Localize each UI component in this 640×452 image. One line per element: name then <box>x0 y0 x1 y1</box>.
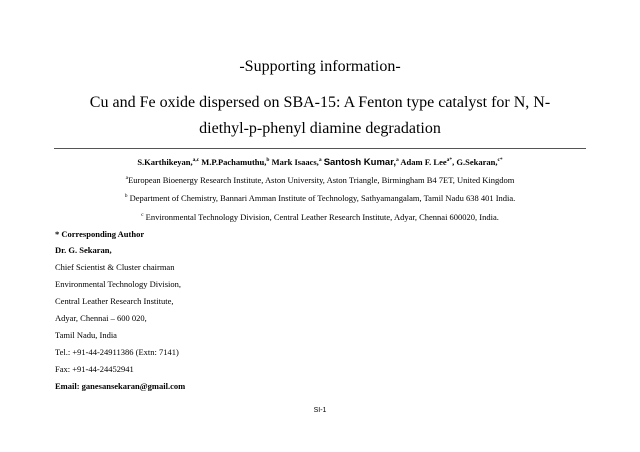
email-line: Email: ganesansekaran@gmail.com <box>55 381 186 391</box>
author-list <box>0 157 640 168</box>
contact-line: Adyar, Chennai – 600 020, <box>55 313 147 323</box>
contact-line: Environmental Technology Division, <box>55 279 182 289</box>
phone-line: Tel.: +91-44-24911386 (Extn: 7141) <box>55 347 179 357</box>
affiliation-mark: c <box>141 212 144 218</box>
affiliation-a <box>0 175 640 185</box>
corresponding-author-name: Dr. G. Sekaran, <box>55 245 112 255</box>
author-affiliation-mark: c* <box>497 157 503 163</box>
paper-title-line-1: Cu and Fe oxide dispersed on SBA-15: A Fenton type catalyst for N, N- <box>89 94 551 111</box>
author: M.P.Pachamuthu, <box>201 157 267 167</box>
author-affiliation-mark: a,c <box>192 157 200 163</box>
author: G.Sekaran, <box>456 157 498 167</box>
affiliation-text: Environmental Technology Division, Central Leather Research Institute, Adyar, Chennai 600020, India. <box>143 212 499 222</box>
author-affiliation-mark: a* <box>446 157 453 163</box>
author-affiliation-mark: b <box>266 157 270 163</box>
title-divider <box>54 148 586 149</box>
contact-line: Central Leather Research Institute, <box>55 296 174 306</box>
author: Santosh Kumar, <box>323 157 397 168</box>
supporting-info-heading: -Supporting information- <box>239 58 401 75</box>
affiliation-mark: b <box>124 193 128 199</box>
author-separator: , <box>452 157 457 167</box>
contact-line: Tamil Nadu, India <box>55 330 117 340</box>
author-affiliation-mark: a <box>318 157 322 163</box>
author-affiliation-mark: a <box>396 157 399 163</box>
author: Adam F. Lee <box>400 157 447 167</box>
page-number: SI-1 <box>313 407 327 414</box>
affiliation-mark: a <box>125 175 129 181</box>
affiliation-c <box>0 212 640 222</box>
contact-line: Chief Scientist & Cluster chairman <box>55 262 175 272</box>
paper-title-line-2: diethyl-p-phenyl diamine degradation <box>199 120 441 137</box>
affiliation-text: European Bioenergy Research Institute, Aston University, Aston Triangle, Birmingham B4 7ET, United Kingdom <box>128 175 515 185</box>
affiliation-text: Department of Chemistry, Bannari Amman Institute of Technology, Sathyamangalam, Tamil Nadu 638 401 India. <box>127 193 516 203</box>
author: S.Karthikeyan, <box>137 157 193 167</box>
author: Mark Isaacs, <box>271 157 319 167</box>
affiliation-b <box>0 193 640 203</box>
fax-line: Fax: +91-44-24452941 <box>55 364 134 374</box>
corresponding-author-label: * Corresponding Author <box>55 229 145 239</box>
